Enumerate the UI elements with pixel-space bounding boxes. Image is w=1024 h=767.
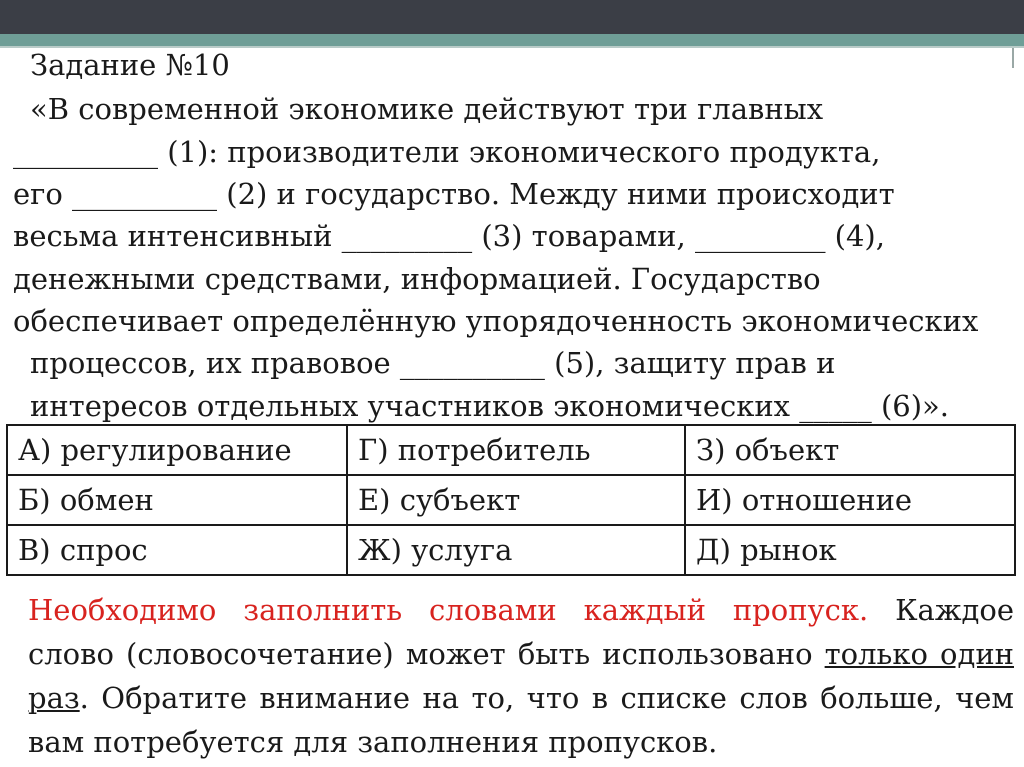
- option-cell: Г) потребитель: [347, 425, 685, 475]
- option-cell: И) отношение: [685, 475, 1015, 525]
- option-cell: В) спрос: [7, 525, 347, 575]
- option-cell: З) объект: [685, 425, 1015, 475]
- option-cell: Е) субъект: [347, 475, 685, 525]
- table-row: [7, 425, 1015, 475]
- option-cell: Д) рынок: [685, 525, 1015, 575]
- paragraph-line: его __________ (2) и государство. Между ними происходит: [13, 177, 895, 211]
- word-options-table: [6, 424, 1016, 576]
- instructions-text: [28, 588, 1014, 764]
- paragraph-line: весьма интенсивный _________ (3) товарами, _________ (4),: [13, 219, 885, 253]
- header-dark-band: [0, 0, 1024, 34]
- paragraph-line: процессов, их правовое __________ (5), защиту прав и: [30, 346, 836, 380]
- instructions-part: . Обратите внимание на то, что в списке слов больше, чем вам потребуется для заполнения пропусков.: [28, 681, 1014, 759]
- table-row: [7, 525, 1015, 575]
- instructions-underlined: только один раз: [28, 637, 1014, 715]
- paragraph-line: интересов отдельных участников экономических _____ (6)».: [30, 389, 950, 423]
- paragraph-line: обеспечивает определённую упорядоченность экономических: [13, 304, 979, 338]
- paragraph-line: __________ (1): производители экономического продукта,: [13, 135, 881, 169]
- option-cell: Б) обмен: [7, 475, 347, 525]
- option-cell: А) регулирование: [7, 425, 347, 475]
- page-corner-decoration: [1012, 48, 1014, 68]
- paragraph-line: денежными средствами, информацией. Государство: [13, 262, 821, 296]
- option-cell: Ж) услуга: [347, 525, 685, 575]
- task-title: Задание №10: [30, 48, 230, 82]
- paragraph-line: «В современной экономике действуют три главных: [30, 92, 824, 126]
- table-row: [7, 475, 1015, 525]
- instructions-emphasis: Необходимо заполнить словами каждый пропуск.: [28, 593, 869, 627]
- instructions-part: Каждое слово (словосочетание) может быть использовано: [28, 593, 1014, 671]
